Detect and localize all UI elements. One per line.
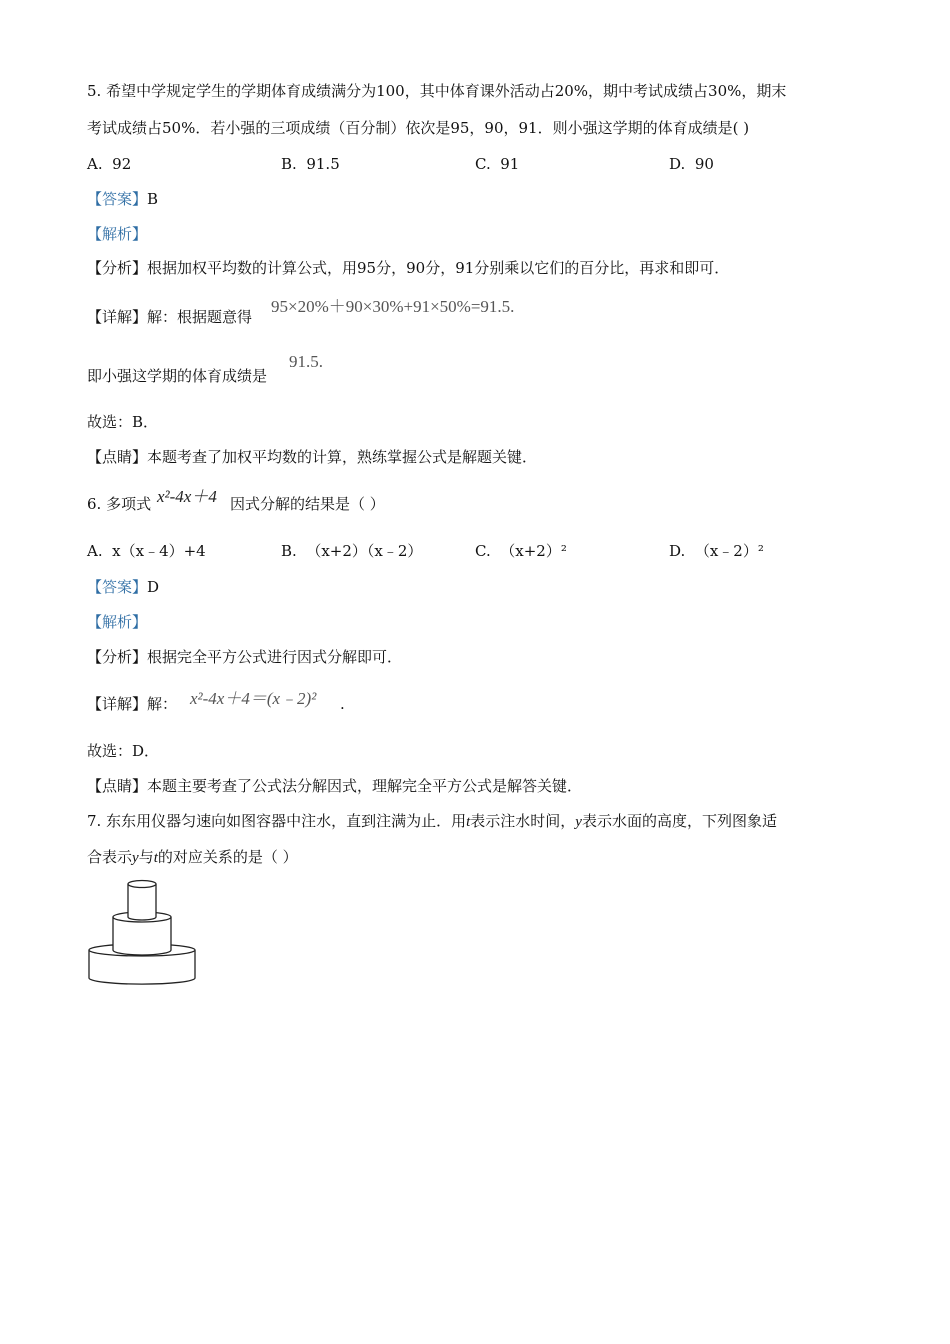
q5-dianjing-row [87,447,537,467]
option-text: 92 [112,155,132,173]
q7-text-segment: 7. 东东用仪器匀速向如图容器中注水，直到注满为止．用 [87,812,467,830]
variable-t: t [466,814,471,830]
dianjing-tag: 【点睛】 [87,448,148,466]
q7-text-segment: 与 [138,848,154,866]
answer-value: B [147,190,159,208]
q6-option-b [281,541,422,561]
q7-text-segment: 表示水面的高度，下列图象适 [581,812,777,830]
q5-stem-line1: 5. 希望中学规定学生的学期体育成绩满分为100，其中体育课外活动占20%，期中考试成绩占30%，期末 [87,82,787,100]
option-text: 91.5 [306,155,340,173]
q5-xiangjie-row [87,307,252,327]
option-text: （x+2）² [500,542,567,560]
xiangjie-text: 解： [147,695,178,713]
q5-conclusion: 即小强这学期的体育成绩是 [87,367,268,385]
q6-choose: 故选：D． [87,742,160,760]
q6-polynomial: x²-4x＋4 [157,487,217,506]
xiangjie-tag: 【详解】 [87,308,148,326]
q6-analysis-tag: 【解析】 [87,613,148,631]
q6-formula: x²-4x＋4＝(x﹣2)² [190,689,317,708]
stacked-cylinders-container-icon [86,878,200,988]
option-text: x（x﹣4）+4 [112,542,206,560]
q5-stem-line2: 考试成绩占50%．若小强的三项成绩（百分制）依次是95，90，91．则小强这学期的体育成绩是( ) [87,119,750,137]
q6-stem-prefix: 6. 多项式 [87,495,152,513]
variable-y: y [132,850,139,866]
q6-answer-row [87,577,159,597]
dianjing-text: 本题考查了加权平均数的计算，熟练掌握公式是解题关键． [147,448,538,466]
q5-option-d [669,154,714,174]
q6-dianjing-row [87,776,582,796]
q7-stem-line2 [87,847,298,868]
variable-t: t [153,850,158,866]
option-letter: B. [281,155,297,173]
option-letter: C. [475,155,491,173]
q5-fenxi-row [87,258,729,278]
q7-text-segment: 表示注水时间， [470,812,576,830]
option-text: （x+2）（x﹣2） [306,542,423,560]
option-letter: D. [669,542,686,560]
q5-formula: 95×20%＋90×30%+91×50%=91.5. [271,297,515,316]
q5-answer-row [87,189,158,209]
q5-option-b [281,154,340,174]
q5-choose: 故选：B． [87,413,159,431]
q5-option-a [87,154,131,174]
fenxi-text: 根据加权平均数的计算公式，用95分，90分，91分别乘以它们的百分比，再求和即可． [147,259,730,277]
q6-option-d [669,541,764,561]
option-letter: A. [87,155,103,173]
answer-value: D [147,578,160,596]
xiangjie-text: 解：根据题意得 [147,308,253,326]
fenxi-tag: 【分析】 [87,259,148,277]
option-text: 91 [500,155,520,173]
option-letter: D. [669,155,686,173]
q6-formula-end: . [340,695,345,713]
q7-text-segment: 的对应关系的是（ ） [157,848,298,866]
xiangjie-tag: 【详解】 [87,695,148,713]
option-letter: C. [475,542,491,560]
q6-stem-suffix: 因式分解的结果是（ ） [230,495,385,513]
dianjing-text: 本题主要考查了公式法分解因式，理解完全平方公式是解答关键． [147,777,583,795]
variable-y: y [575,814,582,830]
fenxi-tag: 【分析】 [87,648,148,666]
answer-tag: 【答案】 [87,578,148,596]
q6-xiangjie-row [87,694,177,714]
q5-analysis-tag: 【解析】 [87,225,148,243]
option-letter: A. [87,542,103,560]
q5-option-c [475,154,519,174]
q7-stem-line1 [87,811,777,832]
q5-conclusion-value: 91.5. [289,352,323,371]
q6-fenxi-row [87,647,402,667]
fenxi-text: 根据完全平方公式进行因式分解即可． [147,648,403,666]
q7-text-segment: 合表示 [87,848,133,866]
option-letter: B. [281,542,297,560]
q6-option-a [87,541,206,561]
q6-option-c [475,541,567,561]
option-text: 90 [694,155,714,173]
option-text: （x﹣2）² [694,542,764,560]
answer-tag: 【答案】 [87,190,148,208]
dianjing-tag: 【点睛】 [87,777,148,795]
